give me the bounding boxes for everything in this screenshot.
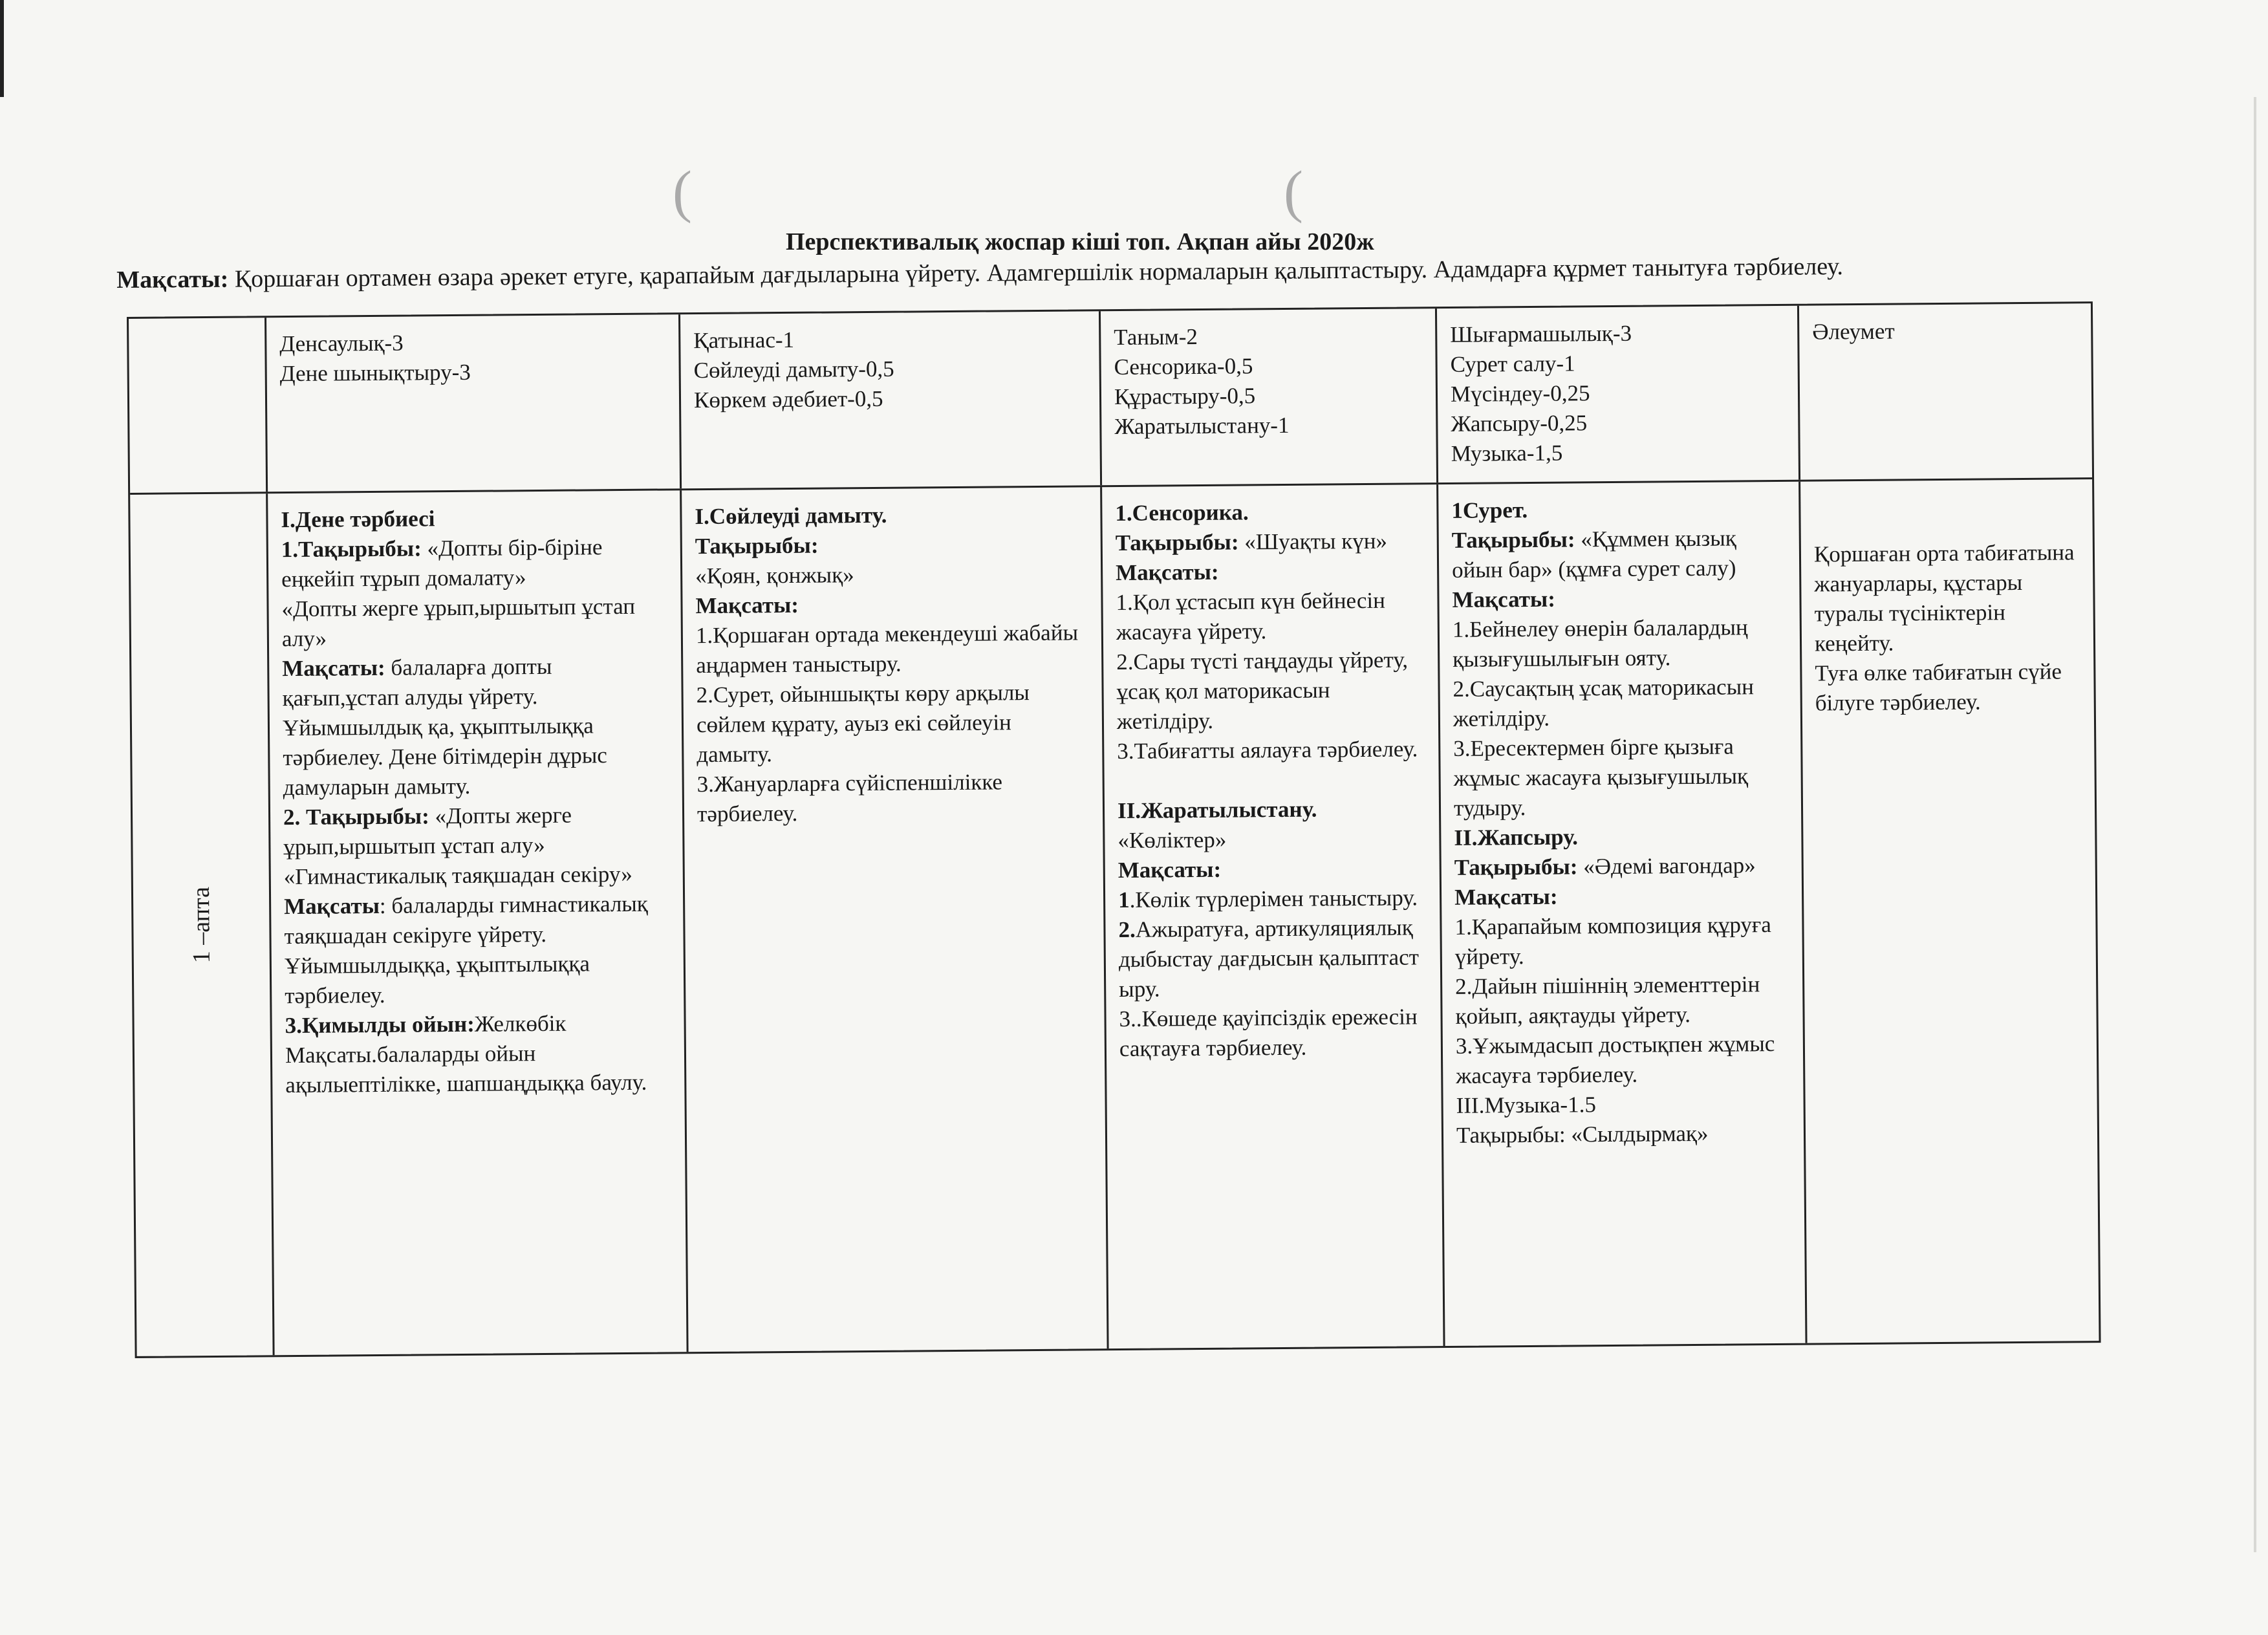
- header-line: Сенсорика-0,5: [1114, 353, 1253, 380]
- week-label: 1 –апта: [187, 886, 215, 964]
- cell-line: Мақсаты:: [1116, 559, 1219, 586]
- cell-line: 1.Тақырыбы: «Допты бір-біріне еңкейіп тұрып домалату»: [281, 534, 603, 592]
- table-row-week1: [130, 479, 2099, 1356]
- cell-line: 3.Ересектермен бірге қызыға жұмыс жасауға қызығушылық тудыру.: [1453, 733, 1749, 821]
- cell-line: 1.Бейнелеу өнерін балалардың қызығушылығын ояту.: [1452, 614, 1748, 672]
- cell-line: 2. Тақырыбы: «Допты жерге ұрып,ыршытып ұстап алу»: [283, 802, 572, 860]
- cell-line: Тақырыбы: «Әдемі вагондар»: [1454, 852, 1756, 880]
- cell-line: 1.Қоршаған ортада мекендеуші жабайы аңдармен таныстыру.: [695, 620, 1079, 678]
- cell-line: 1Сурет.: [1451, 497, 1528, 523]
- document-title: Перспективалық жоспар кіші топ. Ақпан айы 2020ж: [786, 228, 1374, 255]
- document-goal: [116, 243, 2082, 301]
- goal-text: Қоршаған ортамен өзара әрекет етуге, қарапайым дағдыларына үйрету. Адамгершілік нормаларын қалыптастыру. Адамдарға құрмет танытуға тәрбиелеу.: [228, 253, 1844, 293]
- cell-line: 3.Ұжымдасып достықпен жұмыс жасауға тәрбиелеу.: [1455, 1031, 1775, 1088]
- header-line: Құрастыру-0,5: [1114, 383, 1256, 410]
- week-cell: [130, 493, 274, 1356]
- cell-line: 3.Қимылды ойын:Желкөбік: [285, 1010, 567, 1039]
- header-line: Дене шынықтыру-3: [279, 359, 471, 387]
- cell-line: ІІ.Жапсыру.: [1454, 824, 1579, 850]
- header-line: Қатынас-1: [693, 327, 795, 354]
- spacer: [1118, 764, 1427, 796]
- cell-line: «Көліктер»: [1118, 827, 1227, 853]
- header-cell-communication: [680, 311, 1102, 488]
- cell-line: Туға өлке табиғатын сүйе білуге тәрбиелеу.: [1815, 658, 2062, 716]
- header-line: Сурет салу-1: [1450, 351, 1575, 377]
- header-cell-creativity: [1437, 306, 1800, 482]
- cell-line: Мақсаты:: [1454, 883, 1558, 910]
- cell-line: І.Дене тәрбиесі: [281, 506, 435, 533]
- cell-line: 3.Жануарларға сүйіспеншілікке тәрбиелеу.: [697, 769, 1003, 827]
- header-line: Көркем әдебиет-0,5: [693, 385, 883, 413]
- cell-social: [1800, 479, 2101, 1343]
- header-cell-health: [266, 314, 682, 492]
- scan-artifact: (: [673, 160, 692, 224]
- cell-line: 2.Ажыратуға, артикуляциялық дыбыстау дағдысын қалыптаст ыру.: [1118, 915, 1420, 1002]
- cell-line: Қоршаған орта табиғатына жануарлары, құстары туралы түсініктерін кеңейту.: [1813, 539, 2075, 656]
- cell-line: 2.Саусақтың ұсақ маторикасын жетілдіру.: [1453, 674, 1755, 731]
- header-line: Шығармашылық-3: [1450, 320, 1632, 347]
- scan-edge-mark: [0, 0, 4, 97]
- cell-line: Мақсаты: балаларды гимнастикалық таяқшадан секіруге үйрету.: [284, 891, 649, 949]
- header-line: Жапсыру-0,25: [1451, 410, 1588, 437]
- cell-line: 3..Көшеде қауіпсіздік ережесін сақтауға тәрбиелеу.: [1119, 1004, 1418, 1061]
- cell-cognition: [1102, 484, 1445, 1348]
- header-line: Сөйлеуді дамыту-0,5: [693, 356, 894, 384]
- cell-line: 1.Көлік түрлерімен таныстыру.: [1118, 885, 1418, 913]
- cell-line: «Гимнастикалық таяқшадан секіру»: [283, 861, 632, 890]
- header-line: Музыка-1,5: [1451, 440, 1563, 466]
- header-line: Денсаулық-3: [279, 330, 404, 357]
- cell-line: І.Сөйлеуді дамыту.: [695, 502, 887, 530]
- cell-line: Ұйымшылдыққа, ұқыптылыққа тәрбиелеу.: [284, 951, 590, 1009]
- header-line: Мүсіндеу-0,25: [1450, 380, 1590, 407]
- cell-line: 1.Қол ұстасып күн бейнесін жасауға үйрету.: [1116, 587, 1386, 645]
- header-cell-empty: [129, 318, 268, 493]
- cell-line: 2.Сары түсті таңдауды үйрету, ұсақ қол маторикасын жетілдіру.: [1116, 647, 1409, 734]
- cell-physical-education: [268, 490, 688, 1355]
- cell-line: 3.Табиғатты аялауға тәрбиелеу.: [1117, 736, 1418, 764]
- goal-label: Мақсаты:: [116, 265, 229, 294]
- cell-line: 1.Қарапайым композиция құруға үйрету.: [1454, 912, 1771, 969]
- cell-line: ІІІ.Музыка-1.5: [1456, 1092, 1597, 1118]
- cell-line: «Қоян, қонжық»: [695, 562, 854, 589]
- cell-line: Мақсаты:: [695, 592, 799, 619]
- plan-table: [127, 301, 2101, 1358]
- cell-line: 1.Сенсорика.: [1115, 499, 1249, 526]
- cell-line: Тақырыбы: «Құммен қызық ойын бар» (құмға сурет салу): [1451, 525, 1736, 583]
- header-line: Жаратылыстану-1: [1114, 412, 1290, 440]
- scan-edge-shadow: [2254, 97, 2256, 1552]
- cell-speech-development: [682, 487, 1108, 1352]
- cell-line: Мақсаты:: [1118, 856, 1222, 883]
- cell-line: 2.Дайын пішіннің элементтерін қойып, аяқтауды үйрету.: [1455, 971, 1760, 1029]
- cell-line: Тақырыбы:: [695, 532, 819, 559]
- header-cell-cognition: [1101, 309, 1438, 485]
- header-line: Таным-2: [1114, 323, 1198, 351]
- header-line: Әлеумет: [1812, 318, 1895, 345]
- cell-line: «Допты жерге ұрып,ыршытып ұстап алу»: [281, 593, 636, 652]
- header-cell-social: [1799, 303, 2094, 480]
- cell-line: Мақсаты: балаларға допты қағып,ұстап алуды үйрету. Ұйымшылдық қа, ұқыптылыққа тәрбиелеу. Дене бітімдерін дұрыс дамуларын дамыту.: [282, 653, 607, 801]
- cell-line: 2.Сурет, ойыншықты көру арқылы сөйлем құрату, ауыз екі сөйлеуін дамыту.: [696, 680, 1030, 768]
- cell-creativity: [1438, 482, 1807, 1346]
- table-header-row: [129, 303, 2092, 495]
- cell-line: Тақырыбы: «Шуақты күн»: [1115, 528, 1388, 556]
- cell-line: Мақсаты:: [1452, 586, 1556, 612]
- cell-line: Тақырыбы: «Сылдырмақ»: [1456, 1120, 1709, 1148]
- cell-line: Мақсаты.балаларды ойын ақылыептілікке, шапшаңдыққа баулу.: [285, 1041, 647, 1098]
- cell-line: ІІ.Жаратылыстану.: [1117, 796, 1317, 823]
- scan-artifact: (: [1284, 160, 1303, 224]
